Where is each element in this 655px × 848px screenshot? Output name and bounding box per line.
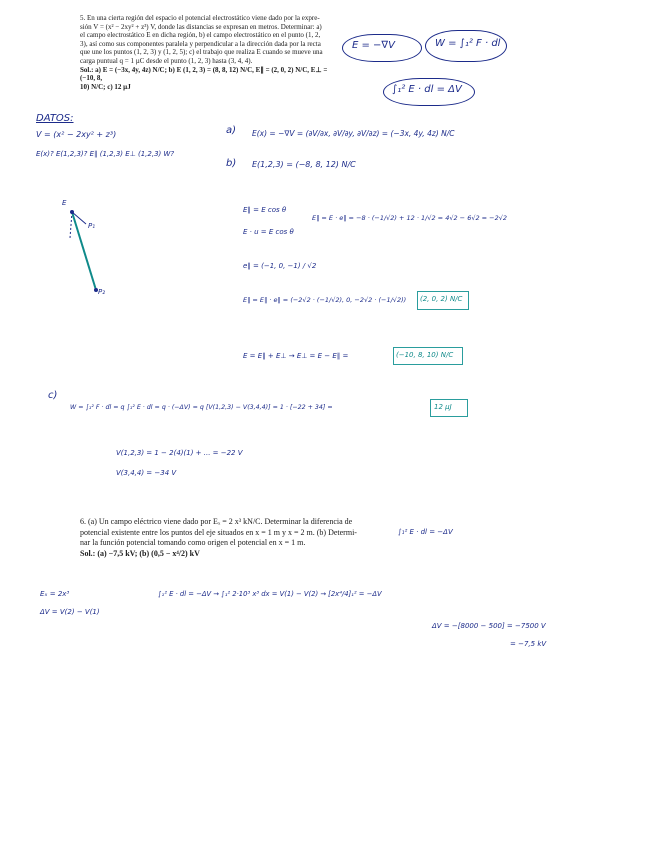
figure-label-e: E xyxy=(62,199,67,207)
potential-point-1: V(1,2,3) = 1 − 2(4)(1) + ... = −22 V xyxy=(116,449,243,457)
unit-vector: e∥ = (−1, 0, −1) / √2 xyxy=(243,262,317,270)
parallel-eq-2: E · u = E cos θ xyxy=(243,228,294,236)
given-potential: V = (x² − 2xy² + z³) xyxy=(36,130,117,139)
perpendicular-eq: E = E∥ + E⊥ → E⊥ = E − E∥ = xyxy=(243,352,349,360)
datos-heading: DATOS: xyxy=(36,113,74,124)
problem-5-line-6: carga puntual q = 1 µC desde el punto (1, 2, 3) hasta (3, 4, 4). xyxy=(80,56,253,65)
problem-5-line-2: sión V = (x² − 2xy² + z³) V, donde las distancias se expresan en metros. Determinar: a) xyxy=(80,22,322,31)
problem-6-line-2: potencial existente entre los puntos del eje situados en x = 1 m y x = 2 m. (b) Determi- xyxy=(80,527,357,537)
part-b-equation: E(1,2,3) = (−8, 8, 12) N/C xyxy=(252,160,356,169)
part-c-equation: W = ∫₁² F · dl = q ∫₁² E · dl = q · (−ΔV) = q [V(1,2,3) − V(3,4,4)] = 1 · [−22 + 34] = xyxy=(70,404,333,411)
problem-6-line-3: nar la función potencial tomando como origen el potencial en x = 1 m. xyxy=(80,538,306,547)
problem-6-result-kv: = −7,5 kV xyxy=(510,640,547,648)
problem-5-solution-2: 10) N/C; c) 12 µJ xyxy=(80,82,131,91)
problem-6-side-formula: ∫₁² E · dl = −ΔV xyxy=(398,528,453,536)
problem-5-line-1: 5. En una cierta región del espacio el potencial electrostático viene dado por la expre- xyxy=(80,14,320,22)
part-a-equation: E(x) = −∇V = (∂V/∂x, ∂V/∂y, ∂V/∂z) = (−3x, 4y, 4z) N/C xyxy=(252,129,455,138)
parallel-result: E∥ = E∥ · e∥ = (−2√2 · (−1/√2), 0, −2√2 · (−1/√2)) xyxy=(243,296,407,304)
potential-point-2: V(3,4,4) = −34 V xyxy=(116,469,177,477)
problem-6-solution: Sol.: (a) −7,5 kV; (b) (0,5 − x⁴/2) kV xyxy=(80,548,200,558)
problem-5-solution-1: Sol.: a) E = (−3x, 4y, 4z) N/C; b) E (1, 2, 3) = (8, 8, 12) N/C, E∥ = (2, 0, 2) N/C, E⊥ = (−10, 8, xyxy=(80,65,328,83)
formula-gradient: E = −∇V xyxy=(352,40,395,51)
figure-label-p2: P₂ xyxy=(98,288,106,296)
work-result-value: 12 µJ xyxy=(434,403,452,411)
problem-6-statement xyxy=(80,517,380,559)
problem-5-line-3: el campo electrostático E en dicha región, b) el campo electrostático en el punto (1, 2, xyxy=(80,31,321,40)
problem-6-delta-v: ΔV = V(2) − V(1) xyxy=(40,608,100,616)
parallel-eq-3: E∥ = E · e∥ = −8 · (−1/√2) + 12 · 1/√2 = 4√2 − 6√2 = −2√2 xyxy=(312,214,508,222)
problem-6-integral: ∫₁² E · dl = −ΔV → ∫₁² 2·10³ x³ dx = V(1) − V(2) → [2x⁴/4]₁² = −ΔV xyxy=(158,590,382,598)
problem-6-line-1: 6. (a) Un campo eléctrico viene dado por Eₓ = 2 x³ kN/C. Determinar la diferencia de xyxy=(80,517,353,526)
problem-5-line-4: 3), así como sus componentes paralela y perpendicular a la dirección dada por la recta xyxy=(80,39,321,48)
formula-work: W = ∫₁² F · dl xyxy=(435,38,501,49)
perpendicular-value: (−10, 8, 10) N/C xyxy=(396,351,454,359)
problem-6-result: ΔV = −[8000 − 500] = −7500 V xyxy=(432,622,546,630)
formula-potential: ∫₁² E · dl = ΔV xyxy=(392,84,462,95)
problem-5-line-5: que une los puntos (1, 2, 3) y (1, 2, 5); c) el trabajo que realiza E cuando se mueve una xyxy=(80,48,323,57)
figure-label-p1: P₁ xyxy=(88,222,96,230)
parallel-eq-1: E∥ = E cos θ xyxy=(243,206,287,214)
problem-6-field: Eₓ = 2x³ xyxy=(40,590,70,598)
given-unknowns: E(x)? E(1,2,3)? E∥ (1,2,3) E⊥ (1,2,3) W? xyxy=(36,150,175,158)
parallel-result-value: (2, 0, 2) N/C xyxy=(420,295,463,303)
part-b-label: b) xyxy=(226,158,237,169)
part-c-label: c) xyxy=(48,390,58,401)
part-a-label: a) xyxy=(226,125,237,136)
